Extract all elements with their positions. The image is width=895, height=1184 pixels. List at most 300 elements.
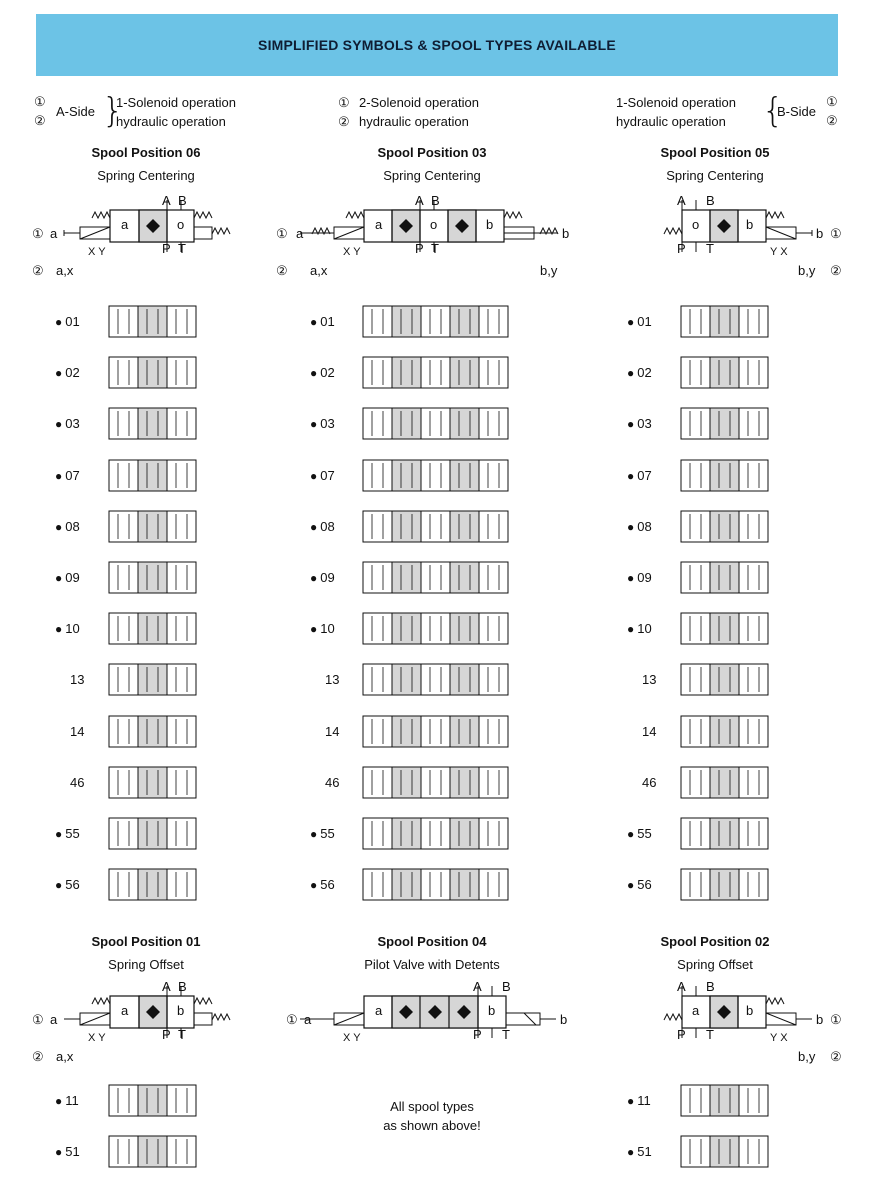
spool-symbol-56-col1-cell <box>450 869 479 900</box>
pos06-xy: X Y <box>88 246 106 258</box>
spool-symbol-13-col2-cell <box>681 664 710 695</box>
spool-symbol-14-col1-cell <box>421 716 450 747</box>
pos02-title: Spool Position 02 <box>660 934 770 949</box>
spool-symbol-01-col1-cell <box>363 306 392 337</box>
spool-code-07-col0: ● 07 <box>55 468 80 483</box>
spool-symbol-14-col2-cell <box>710 716 739 747</box>
spool-code-56-col1: ● 56 <box>310 877 335 892</box>
spool-code-51-col1: ● 51 <box>627 1144 652 1159</box>
spool-symbol-14-col1-cell <box>392 716 421 747</box>
spool-symbol-02-col2 <box>680 356 769 390</box>
spool-symbol-03-col1-cell <box>479 408 508 439</box>
spool-code-55-col1: ● 55 <box>310 826 335 841</box>
pos01-xy: X Y <box>88 1032 106 1044</box>
spool-symbol-46-col2-cell <box>681 767 710 798</box>
spool-symbol-10-col0 <box>108 612 197 646</box>
pos01-label-a: a <box>121 1003 129 1018</box>
pos01-c1: ① <box>32 1012 44 1027</box>
pos05-c1: ① <box>830 226 842 241</box>
pos03-xy: X Y <box>343 246 361 258</box>
pos01-label-b: b <box>177 1003 185 1018</box>
spool-symbol-46-col2-cell <box>739 767 768 798</box>
spool-symbol-09-col1 <box>362 561 509 595</box>
spool-code-55-col0: ● 55 <box>55 826 80 841</box>
spool-symbol-07-col2 <box>680 459 769 493</box>
pos01-ax: a,x <box>56 1049 74 1064</box>
spool-symbol-56-col0-cell <box>138 869 167 900</box>
spool-symbol-11-col1-cell <box>681 1085 710 1116</box>
spool-symbol-01-col1-cell <box>421 306 450 337</box>
pos05-yx: Y X <box>770 246 788 258</box>
pos03-port-P: P <box>415 241 424 256</box>
spool-symbol-10-col1-cell <box>450 613 479 644</box>
spool-symbol-01-col1-cell <box>450 306 479 337</box>
pos05-label-b: b <box>746 217 754 232</box>
pos05-port-P: P <box>677 241 686 256</box>
spool-symbol-10-col1-cell <box>421 613 450 644</box>
pos05-by: b,y <box>798 263 816 278</box>
spool-symbol-01-col0-cell <box>138 306 167 337</box>
spool-symbol-08-col0-cell <box>109 511 138 542</box>
pos05-subtitle: Spring Centering <box>666 168 764 183</box>
spool-symbol-02-col1-cell <box>392 357 421 388</box>
legend-left-n2: ② <box>34 113 46 128</box>
spool-symbol-51-col1-cell <box>681 1136 710 1167</box>
spool-symbol-08-col1-cell <box>421 511 450 542</box>
pos01-port-T: T <box>178 1027 186 1042</box>
spool-symbol-55-col1-cell <box>421 818 450 849</box>
legend-left-op2: hydraulic operation <box>116 114 226 129</box>
spool-symbol-07-col1-cell <box>479 460 508 491</box>
pos06-ax: a,x <box>56 263 74 278</box>
spool-symbol-02-col0-cell <box>138 357 167 388</box>
spool-symbol-55-col1-cell <box>479 818 508 849</box>
spool-symbol-13-col0-cell <box>138 664 167 695</box>
spool-symbol-56-col1-cell <box>421 869 450 900</box>
pos06-subtitle: Spring Centering <box>97 168 195 183</box>
spool-symbol-03-col1 <box>362 407 509 441</box>
spool-symbol-56-col1-cell <box>479 869 508 900</box>
spool-symbol-11-col1-cell <box>710 1085 739 1116</box>
pos04-xy: X Y <box>343 1032 361 1044</box>
spool-code-14-col1: 14 <box>325 723 340 739</box>
spool-code-55-col2: ● 55 <box>627 826 652 841</box>
pos06-title: Spool Position 06 <box>91 145 201 160</box>
pos06-port-P: P <box>162 241 171 256</box>
spool-symbol-07-col0-cell <box>109 460 138 491</box>
spool-symbol-03-col1-cell <box>450 408 479 439</box>
pos05-title: Spool Position 05 <box>660 145 770 160</box>
spool-symbol-02-col1-cell <box>479 357 508 388</box>
spool-symbol-51-col0 <box>108 1135 197 1169</box>
pos02-port-P: P <box>677 1027 686 1042</box>
spool-symbol-02-col1 <box>362 356 509 390</box>
pos03-c2: ② <box>276 263 288 278</box>
spool-symbol-09-col2-cell <box>681 562 710 593</box>
spool-symbol-03-col2 <box>680 407 769 441</box>
spool-symbol-55-col0-cell <box>138 818 167 849</box>
spool-symbol-46-col0-cell <box>167 767 196 798</box>
spool-symbol-10-col1-cell <box>392 613 421 644</box>
spool-symbol-03-col2-cell <box>739 408 768 439</box>
spool-symbol-13-col0-cell <box>167 664 196 695</box>
pos04-port-T: T <box>502 1027 510 1042</box>
spool-symbol-13-col2 <box>680 663 769 697</box>
spool-symbol-55-col0 <box>108 817 197 851</box>
spool-symbol-55-col0-cell <box>109 818 138 849</box>
spool-symbol-07-col1-cell <box>392 460 421 491</box>
spool-symbol-14-col1-cell <box>450 716 479 747</box>
pos06-label-o: o <box>177 217 185 232</box>
spool-symbol-08-col2-cell <box>710 511 739 542</box>
spool-symbol-55-col1-cell <box>450 818 479 849</box>
spool-symbol-03-col1-cell <box>421 408 450 439</box>
spool-code-14-col0: 14 <box>70 723 85 739</box>
pos02-sol-b: b <box>816 1012 824 1027</box>
spool-symbol-14-col1 <box>362 715 509 749</box>
spool-symbol-46-col1 <box>362 766 509 800</box>
spool-symbol-11-col0-cell <box>109 1085 138 1116</box>
spool-symbol-14-col1-cell <box>363 716 392 747</box>
spool-symbol-07-col1-cell <box>421 460 450 491</box>
spool-code-11-col0: ● 11 <box>55 1093 79 1108</box>
spool-code-03-col0: ● 03 <box>55 416 80 431</box>
spool-code-10-col0: ● 10 <box>55 621 80 636</box>
legend-left-side: A-Side <box>56 104 96 119</box>
spool-symbol-51-col0-cell <box>138 1136 167 1167</box>
spool-code-56-col2: ● 56 <box>627 877 652 892</box>
spool-symbol-14-col1-cell <box>479 716 508 747</box>
spool-symbol-56-col2-cell <box>710 869 739 900</box>
pos01-port-A: A <box>162 979 171 994</box>
spool-symbol-02-col1-cell <box>421 357 450 388</box>
pos03-label-a: a <box>375 217 383 232</box>
pos03-label-b: b <box>486 217 494 232</box>
spool-symbol-13-col1-cell <box>421 664 450 695</box>
spool-symbol-08-col0-cell <box>138 511 167 542</box>
spool-symbol-08-col1-cell <box>392 511 421 542</box>
spool-symbol-10-col2-cell <box>681 613 710 644</box>
spool-symbol-02-col0-cell <box>109 357 138 388</box>
note-line-1: All spool types <box>390 1099 474 1114</box>
spool-code-08-col0: ● 08 <box>55 519 80 534</box>
spool-symbol-07-col0-cell <box>138 460 167 491</box>
pos06-c2: ② <box>32 263 44 278</box>
spool-symbol-14-col0-cell <box>167 716 196 747</box>
spool-symbol-10-col1-cell <box>363 613 392 644</box>
pos06-label-a: a <box>121 217 129 232</box>
pos04-port-B: B <box>502 979 511 994</box>
pos05-c2: ② <box>830 263 842 278</box>
spool-symbol-03-col1-cell <box>392 408 421 439</box>
spool-symbol-46-col0-cell <box>109 767 138 798</box>
spool-symbol-09-col1-cell <box>421 562 450 593</box>
spool-symbol-56-col1 <box>362 868 509 902</box>
spool-code-02-col2: ● 02 <box>627 365 652 380</box>
spool-code-46-col0: 46 <box>70 774 85 790</box>
spool-code-01-col2: ● 01 <box>627 314 652 329</box>
spool-code-03-col1: ● 03 <box>310 416 335 431</box>
legend-center-n1: ① <box>338 95 350 110</box>
pos02-label-b: b <box>746 1003 754 1018</box>
spool-symbol-51-col1-cell <box>739 1136 768 1167</box>
spool-code-10-col2: ● 10 <box>627 621 652 636</box>
spool-symbol-01-col0 <box>108 305 197 339</box>
spool-symbol-08-col1-cell <box>450 511 479 542</box>
spool-code-08-col1: ● 08 <box>310 519 335 534</box>
pos05-sol-b: b <box>816 226 824 241</box>
pos03-by: b,y <box>540 263 558 278</box>
spool-symbol-46-col1-cell <box>392 767 421 798</box>
spool-symbol-07-col1-cell <box>363 460 392 491</box>
legend-center-op2: hydraulic operation <box>359 114 469 129</box>
spool-symbol-09-col2-cell <box>710 562 739 593</box>
pos06-c1: ① <box>32 226 44 241</box>
pos06-port-B: B <box>178 193 187 208</box>
legend-right-op1: 1-Solenoid operation <box>616 95 736 110</box>
spool-code-07-col1: ● 07 <box>310 468 335 483</box>
spool-symbol-10-col2 <box>680 612 769 646</box>
spool-symbol-03-col2-cell <box>710 408 739 439</box>
spool-symbol-46-col2-cell <box>710 767 739 798</box>
spool-symbol-08-col0-cell <box>167 511 196 542</box>
brace-left: } <box>102 91 124 131</box>
spool-symbol-13-col2-cell <box>739 664 768 695</box>
legend-center-n2: ② <box>338 114 350 129</box>
spool-symbol-56-col0 <box>108 868 197 902</box>
spool-symbol-09-col1-cell <box>392 562 421 593</box>
spool-symbol-55-col1-cell <box>392 818 421 849</box>
pos04-port-A: A <box>473 979 482 994</box>
pos03-port-A: A <box>415 193 424 208</box>
spool-symbol-46-col1-cell <box>363 767 392 798</box>
spool-symbol-13-col1-cell <box>392 664 421 695</box>
spool-symbol-09-col1-cell <box>363 562 392 593</box>
spool-symbol-10-col0-cell <box>167 613 196 644</box>
spool-symbol-13-col1-cell <box>363 664 392 695</box>
spool-symbol-10-col2-cell <box>739 613 768 644</box>
spool-symbol-01-col1-cell <box>479 306 508 337</box>
pos06-port-T: T <box>178 241 186 256</box>
spool-symbol-08-col1-cell <box>363 511 392 542</box>
spool-symbol-09-col1-cell <box>450 562 479 593</box>
pos05-port-A: A <box>677 193 686 208</box>
pos01-subtitle: Spring Offset <box>108 957 184 972</box>
spool-code-13-col0: 13 <box>70 672 85 688</box>
spool-code-11-col1: ● 11 <box>627 1093 651 1108</box>
pos02-port-T: T <box>706 1027 714 1042</box>
pos05-port-T: T <box>706 241 714 256</box>
spool-code-01-col1: ● 01 <box>310 314 335 329</box>
spool-symbol-02-col0-cell <box>167 357 196 388</box>
spool-symbol-13-col1-cell <box>450 664 479 695</box>
legend-left-n1: ① <box>34 94 46 109</box>
spool-symbol-09-col1-cell <box>479 562 508 593</box>
spool-symbol-14-col0 <box>108 715 197 749</box>
spool-symbol-55-col1 <box>362 817 509 851</box>
spool-symbol-55-col2 <box>680 817 769 851</box>
spool-symbol-09-col0-cell <box>109 562 138 593</box>
spool-code-02-col0: ● 02 <box>55 365 80 380</box>
spool-symbol-10-col1 <box>362 612 509 646</box>
spool-symbol-11-col0-cell <box>167 1085 196 1116</box>
spool-symbol-11-col0 <box>108 1084 197 1118</box>
pos01-port-B: B <box>178 979 187 994</box>
spool-symbol-07-col0-cell <box>167 460 196 491</box>
spool-symbol-07-col2-cell <box>710 460 739 491</box>
pos04-c1: ① <box>286 1012 298 1027</box>
spool-code-13-col2: 13 <box>642 672 657 688</box>
spool-symbol-01-col1 <box>362 305 509 339</box>
pos04-sol-b: b <box>560 1012 568 1027</box>
spool-symbol-10-col0-cell <box>109 613 138 644</box>
spool-symbol-08-col1 <box>362 510 509 544</box>
legend-right-n2: ② <box>826 113 838 128</box>
spool-symbol-56-col2-cell <box>739 869 768 900</box>
pos03-port-B: B <box>431 193 440 208</box>
spool-symbol-51-col1 <box>680 1135 769 1169</box>
spool-symbol-03-col2-cell <box>681 408 710 439</box>
spool-code-51-col0: ● 51 <box>55 1144 80 1159</box>
spool-symbol-56-col2 <box>680 868 769 902</box>
spool-code-13-col1: 13 <box>325 672 340 688</box>
spool-symbol-13-col1 <box>362 663 509 697</box>
spool-symbol-08-col2-cell <box>681 511 710 542</box>
spool-symbol-01-col1-cell <box>392 306 421 337</box>
spool-code-09-col2: ● 09 <box>627 570 652 585</box>
note-line-2: as shown above! <box>383 1118 481 1133</box>
spool-symbol-07-col0 <box>108 459 197 493</box>
pos02-c2: ② <box>830 1049 842 1064</box>
pos03-subtitle: Spring Centering <box>383 168 481 183</box>
pos06-port-A: A <box>162 193 171 208</box>
pos05-port-B: B <box>706 193 715 208</box>
spool-symbol-07-col1 <box>362 459 509 493</box>
spool-symbol-09-col0 <box>108 561 197 595</box>
spool-symbol-55-col2-cell <box>710 818 739 849</box>
pos01-c2: ② <box>32 1049 44 1064</box>
pos04-label-b: b <box>488 1003 496 1018</box>
pos02-port-A: A <box>677 979 686 994</box>
pos01-sol-a: a <box>50 1012 58 1027</box>
spool-symbol-55-col1-cell <box>363 818 392 849</box>
pos04-label-a: a <box>375 1003 383 1018</box>
spool-symbol-55-col2-cell <box>681 818 710 849</box>
spool-symbol-56-col1-cell <box>392 869 421 900</box>
spool-symbol-13-col0 <box>108 663 197 697</box>
spool-symbol-46-col1-cell <box>479 767 508 798</box>
spool-symbol-01-col2-cell <box>739 306 768 337</box>
spool-symbol-10-col2-cell <box>710 613 739 644</box>
pos02-port-B: B <box>706 979 715 994</box>
spool-symbol-10-col0-cell <box>138 613 167 644</box>
pos05-label-o: o <box>692 217 700 232</box>
spool-symbol-03-col1-cell <box>363 408 392 439</box>
spool-symbol-07-col2-cell <box>739 460 768 491</box>
spool-symbol-02-col1-cell <box>450 357 479 388</box>
spool-symbol-08-col1-cell <box>479 511 508 542</box>
pos04-title: Spool Position 04 <box>377 934 487 949</box>
pos01-title: Spool Position 01 <box>91 934 201 949</box>
spool-symbol-02-col2-cell <box>739 357 768 388</box>
legend-right-side: B-Side <box>777 104 817 119</box>
spool-code-03-col2: ● 03 <box>627 416 652 431</box>
spool-symbol-09-col2 <box>680 561 769 595</box>
pos02-label-a: a <box>692 1003 700 1018</box>
spool-code-56-col0: ● 56 <box>55 877 80 892</box>
spool-code-46-col2: 46 <box>642 774 657 790</box>
spool-symbol-14-col0-cell <box>109 716 138 747</box>
spool-symbol-07-col2-cell <box>681 460 710 491</box>
spool-symbol-55-col2-cell <box>739 818 768 849</box>
spool-symbol-08-col2-cell <box>739 511 768 542</box>
spool-symbol-09-col2-cell <box>739 562 768 593</box>
spool-code-07-col2: ● 07 <box>627 468 652 483</box>
pos03-label-o: o <box>430 217 438 232</box>
spool-symbol-01-col0-cell <box>109 306 138 337</box>
legend-center-op1: 2-Solenoid operation <box>359 95 479 110</box>
pos03-sol-a: a <box>296 226 304 241</box>
spool-code-10-col1: ● 10 <box>310 621 335 636</box>
spool-symbol-14-col2 <box>680 715 769 749</box>
spool-symbol-14-col2-cell <box>739 716 768 747</box>
spool-symbol-11-col1 <box>680 1084 769 1118</box>
pos03-ax: a,x <box>310 263 328 278</box>
spool-symbol-46-col0-cell <box>138 767 167 798</box>
pos03-port-T: T <box>431 241 439 256</box>
spool-symbol-51-col0-cell <box>167 1136 196 1167</box>
spool-symbol-51-col0-cell <box>109 1136 138 1167</box>
spool-symbol-14-col2-cell <box>681 716 710 747</box>
legend-left-op1: 1-Solenoid operation <box>116 95 236 110</box>
spool-code-09-col1: ● 09 <box>310 570 335 585</box>
brace-right: { <box>762 91 784 131</box>
pos02-by: b,y <box>798 1049 816 1064</box>
spool-code-14-col2: 14 <box>642 723 657 739</box>
spool-symbol-01-col0-cell <box>167 306 196 337</box>
spool-symbol-55-col0-cell <box>167 818 196 849</box>
pos01-port-P: P <box>162 1027 171 1042</box>
spool-symbol-03-col0-cell <box>167 408 196 439</box>
pos06-sol-a: a <box>50 226 58 241</box>
legend-right-op2: hydraulic operation <box>616 114 726 129</box>
pos02-c1: ① <box>830 1012 842 1027</box>
spool-symbol-07-col1-cell <box>450 460 479 491</box>
spool-symbol-14-col0-cell <box>138 716 167 747</box>
spool-symbol-03-col0-cell <box>109 408 138 439</box>
spool-symbol-13-col1-cell <box>479 664 508 695</box>
spool-symbol-51-col1-cell <box>710 1136 739 1167</box>
spool-code-46-col1: 46 <box>325 774 340 790</box>
spool-symbol-02-col1-cell <box>363 357 392 388</box>
spool-symbol-13-col2-cell <box>710 664 739 695</box>
spool-symbol-11-col1-cell <box>739 1085 768 1116</box>
spool-symbol-02-col0 <box>108 356 197 390</box>
spool-code-01-col0: ● 01 <box>55 314 80 329</box>
spool-code-08-col2: ● 08 <box>627 519 652 534</box>
spool-symbol-03-col0 <box>108 407 197 441</box>
pos03-sol-b: b <box>562 226 570 241</box>
page-title: SIMPLIFIED SYMBOLS & SPOOL TYPES AVAILABLE <box>258 37 616 53</box>
spool-symbol-11-col0-cell <box>138 1085 167 1116</box>
pos04-port-P: P <box>473 1027 482 1042</box>
pos02-yx: Y X <box>770 1032 788 1044</box>
spool-symbol-46-col1-cell <box>421 767 450 798</box>
spool-symbol-01-col2-cell <box>710 306 739 337</box>
spool-symbol-09-col0-cell <box>167 562 196 593</box>
spool-symbol-08-col2 <box>680 510 769 544</box>
spool-symbol-01-col2 <box>680 305 769 339</box>
